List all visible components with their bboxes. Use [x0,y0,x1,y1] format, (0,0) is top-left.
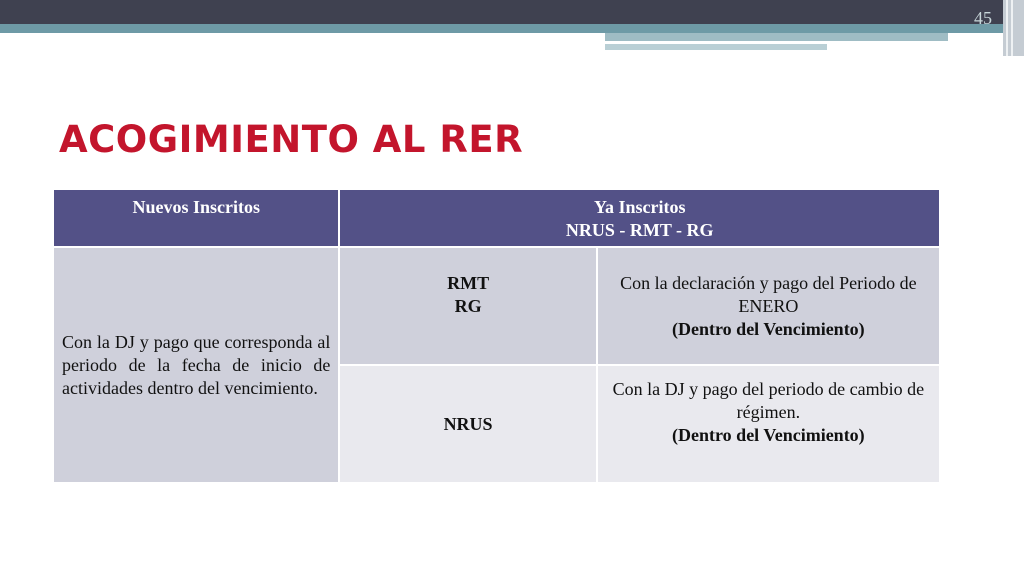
deadline-note: (Dentro del Vencimiento) [672,425,865,445]
teal-accent-line-short [605,33,948,41]
slide-title: ACOGIMIENTO AL RER [59,118,524,161]
description-cell-nrus [597,365,940,483]
header-ya-inscritos [339,189,940,247]
table-header-row [53,189,940,247]
regime-rg: RG [454,296,482,316]
regime-cell-nrus: NRUS [339,365,596,483]
nuevos-inscritos-cell: Con la DJ y pago que corresponda al periodo de la fecha de inicio de actividades dentro del vencimiento. [53,247,339,483]
header-nuevos-label: Nuevos Inscritos [132,197,260,217]
header-nuevos-inscritos [53,189,339,247]
top-decorative-bar [0,0,1024,24]
regime-rmt: RMT [447,273,490,293]
deadline-note: (Dentro del Vencimiento) [672,319,865,339]
description-text: Con la DJ y pago del periodo de cambio de régimen. [612,379,925,422]
rer-table [52,188,941,484]
header-regimes-label: NRUS - RMT - RG [565,220,714,240]
description-cell-rmt-rg [597,247,940,365]
header-ya-label: Ya Inscritos [593,197,686,217]
slide-number: 45 [974,8,992,28]
corner-accent [1003,0,1024,56]
teal-accent-line [0,24,1003,33]
teal-accent-line-shorter [605,44,827,50]
table-row [53,247,940,365]
description-text: Con la declaración y pago del Periodo de ENERO [620,273,917,316]
regime-cell-rmt-rg [339,247,596,365]
